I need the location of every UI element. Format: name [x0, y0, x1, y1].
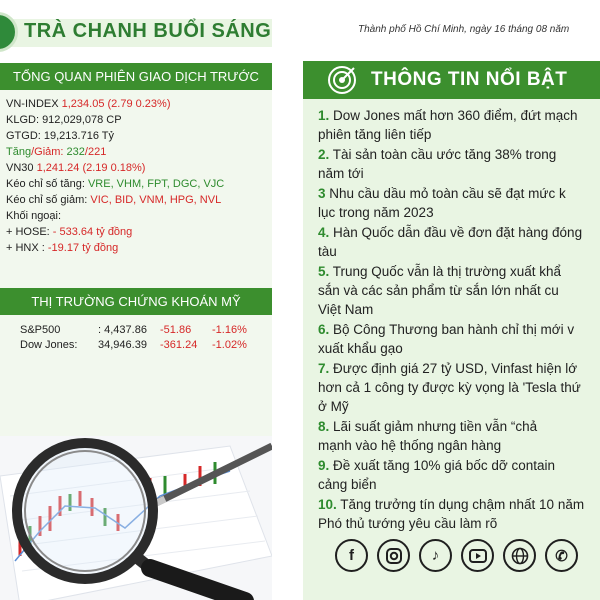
pull-up-value: VRE, VHM, FPT, DGC, VJC	[87, 178, 225, 190]
item-number: 9.	[318, 458, 330, 473]
instagram-icon[interactable]	[377, 539, 410, 572]
item-text: mạnh vào hệ thống ngân hàng	[318, 438, 502, 453]
hnx-label: + HNX :	[6, 242, 45, 254]
list-item	[318, 320, 600, 358]
foreign-label: Khối ngoại:	[6, 210, 62, 222]
vn30-label: VN30	[6, 162, 34, 174]
vn30-line	[6, 160, 270, 176]
hnx-value: -19.17 tỷ đồng	[47, 242, 119, 254]
list-item	[318, 359, 600, 416]
item-text: cảng biển	[318, 477, 377, 492]
globe-icon[interactable]	[503, 539, 536, 572]
overview-block	[6, 96, 270, 256]
item-number: 7.	[318, 361, 330, 376]
list-item	[318, 145, 600, 183]
phone-icon[interactable]: ✆	[545, 539, 578, 572]
table-row	[20, 323, 247, 338]
gtgd-line: GTGD: 19,213.716 Tỷ	[6, 130, 115, 142]
us-index-change: -361.24	[160, 339, 198, 351]
list-item	[318, 106, 600, 144]
item-text: xuất khẩu gạo	[318, 341, 403, 356]
breadth-down: /221	[84, 146, 107, 158]
klgd-line: KLGD: 912,029,078 CP	[6, 114, 122, 126]
vnindex-label: VN-INDEX	[6, 98, 59, 110]
pull-down-value: VIC, BID, VNM, HPG, NVL	[90, 194, 222, 206]
list-item	[318, 184, 600, 222]
brand-title: TRÀ CHANH BUỔI SÁNG	[24, 20, 272, 42]
item-text: Tài sản toàn cầu ước tăng 38% trong	[332, 147, 557, 162]
us-index-name: S&P500	[20, 324, 61, 336]
item-text: Nhu cầu dầu mỏ toàn cầu sẽ đạt mức k	[329, 186, 566, 201]
right-panel	[303, 61, 600, 600]
us-index-name: Dow Jones:	[20, 339, 78, 351]
breadth-up: 232	[66, 146, 85, 158]
item-number: 2.	[318, 147, 330, 162]
item-number: 5.	[318, 264, 330, 279]
item-text: Hàn Quốc dẫn đầu về đơn đặt hàng đóng	[333, 225, 583, 240]
item-text: sắn và các sản phẩm từ sắn lớn nhất cu	[318, 283, 559, 298]
us-index-change: -51.86	[160, 324, 192, 336]
hose-line	[6, 224, 270, 240]
news-list	[318, 106, 600, 534]
target-icon	[327, 65, 357, 95]
tiktok-icon[interactable]: ♪	[419, 539, 452, 572]
breadth-down-label: /Giảm:	[31, 146, 64, 158]
magnifier-illustration	[0, 436, 272, 600]
hose-label: + HOSE:	[6, 226, 50, 238]
item-text: Đề xuất tăng 10% giá bốc dỡ contain	[333, 458, 556, 473]
breadth-up-label: Tăng	[6, 146, 32, 158]
item-number: 3	[318, 186, 326, 201]
hose-value: - 533.64 tỷ đồng	[52, 226, 133, 238]
us-market-title: THỊ TRƯỜNG CHỨNG KHOÁN MỸ	[0, 288, 272, 315]
item-number: 1.	[318, 108, 330, 123]
item-text: Dow Jones mất hơn 360 điểm, đứt mạch	[333, 108, 578, 123]
dateline: Thành phố Hồ Chí Minh, ngày 16 tháng 08 năm	[358, 24, 570, 35]
pull-up-label: Kéo chỉ số tăng:	[6, 178, 85, 190]
item-text: phiên tăng liên tiếp	[318, 127, 432, 142]
item-number: 6.	[318, 322, 330, 337]
us-index-price: 34,946.39	[98, 339, 147, 351]
highlights-header	[303, 61, 600, 99]
overview-title: TỔNG QUAN PHIÊN GIAO DỊCH TRƯỚC	[0, 63, 272, 90]
us-market-table	[20, 323, 247, 353]
item-text: năm tới	[318, 166, 364, 181]
list-item	[318, 417, 600, 455]
item-text: Trung Quốc vẫn là thị trường xuất khẩ	[332, 264, 562, 279]
pull-up-line	[6, 176, 270, 192]
item-number: 8.	[318, 419, 330, 434]
pull-down-line	[6, 192, 270, 208]
list-item	[318, 223, 600, 261]
list-item	[318, 456, 600, 494]
vnindex-value: 1,234.05 (2.79 0.23%)	[61, 98, 171, 110]
item-text: ở Mỹ	[318, 399, 349, 414]
item-text: Việt Nam	[318, 302, 374, 317]
item-text: Phó thủ tướng yêu cầu làm rõ	[318, 516, 498, 531]
header	[0, 0, 600, 55]
youtube-icon[interactable]	[461, 539, 494, 572]
social-links	[335, 539, 578, 572]
item-number: 10.	[318, 497, 337, 512]
vnindex-line	[6, 96, 270, 112]
table-row	[20, 338, 247, 353]
item-text: tàu	[318, 244, 337, 259]
us-index-price: : 4,437.86	[98, 324, 147, 336]
item-number: 4.	[318, 225, 330, 240]
list-item	[318, 262, 600, 319]
left-panel	[0, 63, 272, 600]
highlights-title: THÔNG TIN NỔI BẬT	[371, 69, 568, 90]
item-text: Bộ Công Thương ban hành chỉ thị mới v	[333, 322, 575, 337]
list-item	[318, 495, 600, 533]
item-text: Lãi suất giảm nhưng tiền vẫn “chả	[333, 419, 538, 434]
magnifier-chart-illustration	[0, 436, 272, 600]
us-index-pct: -1.16%	[212, 324, 247, 336]
pull-down-label: Kéo chỉ số giảm:	[6, 194, 88, 206]
item-text: hơn cả 1 công ty được kỳ vọng là 'Tesla thứ	[318, 380, 581, 395]
us-index-pct: -1.02%	[212, 339, 247, 351]
item-text: Tăng trưởng tín dụng chậm nhất 10 năm	[340, 497, 585, 512]
item-text: Được định giá 27 tỷ USD, Vinfast hiện lớ	[333, 361, 578, 376]
breadth-line	[6, 144, 270, 160]
hnx-line	[6, 240, 270, 256]
facebook-icon[interactable]: f	[335, 539, 368, 572]
vn30-value: 1,241.24 (2.19 0.18%)	[36, 162, 146, 174]
item-text: lục trong năm 2023	[318, 205, 434, 220]
